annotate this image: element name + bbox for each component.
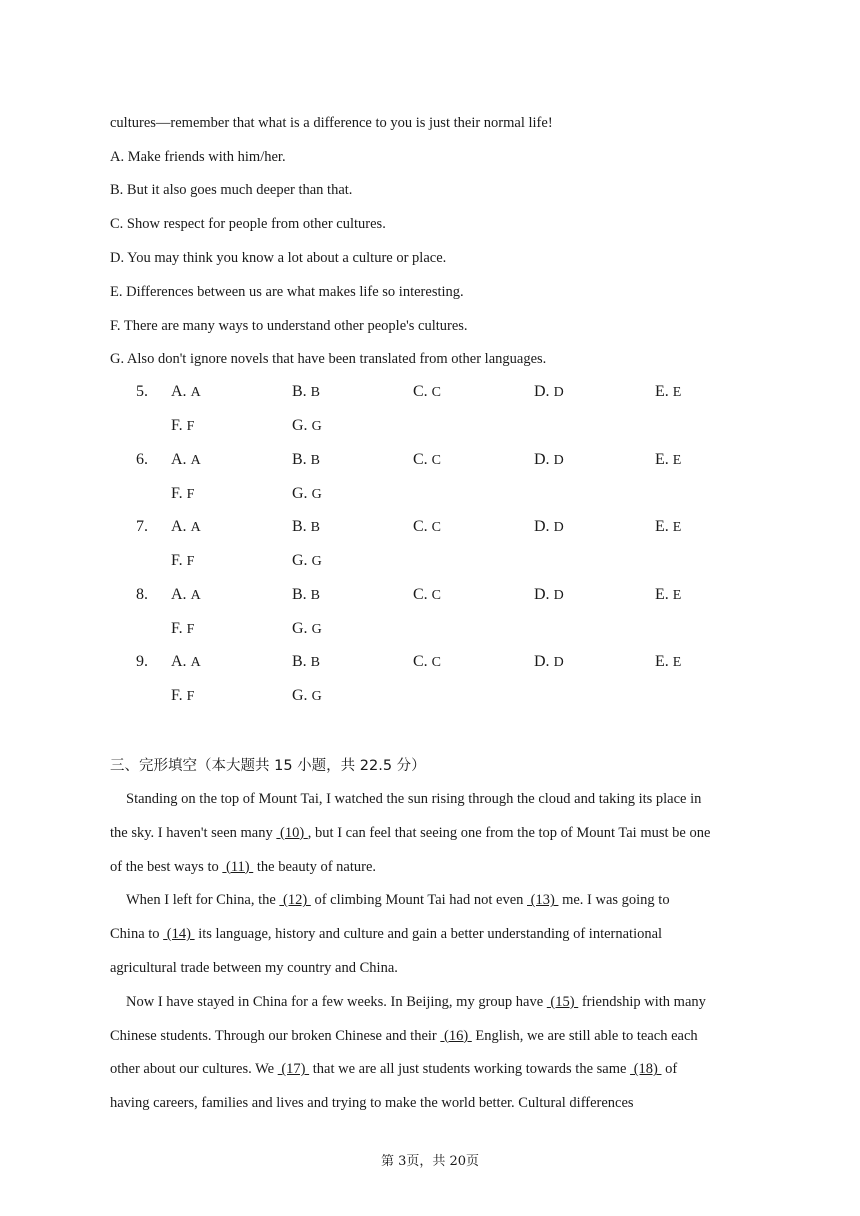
option-line: A. Make friends with him/her.	[110, 149, 286, 165]
answer-option[interactable]: A. A	[171, 383, 201, 400]
cloze-blank[interactable]: (10)	[276, 824, 308, 841]
passage-line: of the best ways to (11) the beauty of nature.	[110, 858, 377, 875]
question-row	[0, 451, 860, 471]
passage-line: China to (14) its language, history and culture and gain a better understanding of international	[110, 926, 663, 943]
answer-option[interactable]: B. B	[292, 585, 321, 603]
question-row	[0, 552, 860, 572]
passage-line: the sky. I haven't seen many (10) , but I can feel that seeing one from the top of Mount Tai must be one	[110, 824, 711, 841]
question-row	[0, 620, 860, 640]
question-row	[0, 383, 860, 403]
answer-option[interactable]: D. D	[534, 653, 564, 670]
answer-option[interactable]: A. A	[171, 518, 201, 535]
answer-option[interactable]: D. D	[534, 450, 564, 468]
answer-option[interactable]: F. F	[171, 417, 195, 434]
text-line: cultures—remember that what is a difference to you is just their normal life!	[110, 115, 553, 131]
question-number: 5.	[136, 383, 148, 400]
cloze-blank[interactable]: (16)	[440, 1027, 472, 1044]
cloze-blank[interactable]: (14)	[163, 926, 195, 943]
question-row	[0, 687, 860, 707]
cloze-blank[interactable]: (13)	[527, 892, 559, 909]
question-row	[0, 586, 860, 606]
question-number: 6.	[136, 450, 148, 468]
answer-option[interactable]: F. F	[171, 619, 195, 637]
option-line: B. But it also goes much deeper than that.	[110, 182, 353, 198]
passage-line: agricultural trade between my country and China.	[110, 960, 398, 976]
cloze-blank[interactable]: (12)	[279, 892, 311, 909]
answer-option[interactable]: B. B	[292, 653, 321, 670]
page-footer: 第 3页，共 20页	[380, 1154, 480, 1169]
answer-option[interactable]: F. F	[171, 484, 195, 502]
passage-line: Standing on the top of Mount Tai, I watched the sun rising through the cloud and taking its place in	[126, 791, 702, 807]
question-number: 9.	[136, 653, 148, 670]
passage-line: When I left for China, the (12) of climbing Mount Tai had not even (13) me. I was going to	[126, 892, 670, 909]
answer-option[interactable]: B. B	[292, 383, 321, 400]
answer-option[interactable]: G. G	[292, 619, 322, 637]
answer-option[interactable]: E. E	[655, 450, 682, 468]
question-row	[0, 417, 860, 437]
question-number: 7.	[136, 518, 148, 535]
answer-option[interactable]: E. E	[655, 585, 682, 603]
option-line: C. Show respect for people from other cultures.	[110, 216, 386, 232]
cloze-blank[interactable]: (15)	[546, 993, 579, 1010]
answer-option[interactable]: G. G	[292, 484, 322, 502]
answer-option[interactable]: E. E	[655, 653, 682, 670]
question-row	[0, 653, 860, 673]
answer-option[interactable]: C. C	[413, 585, 442, 603]
answer-option[interactable]: G. G	[292, 417, 322, 434]
answer-option[interactable]: C. C	[413, 653, 442, 670]
cloze-blank[interactable]: (11)	[222, 858, 254, 875]
option-line: G. Also don't ignore novels that have been translated from other languages.	[110, 351, 547, 367]
passage-line: Chinese students. Through our broken Chinese and their (16) English, we are still able to teach each	[110, 1027, 698, 1044]
answer-option[interactable]: C. C	[413, 450, 442, 468]
option-line: D. You may think you know a lot about a culture or place.	[110, 250, 447, 266]
cloze-blank[interactable]: (17)	[277, 1061, 310, 1078]
answer-option[interactable]: D. D	[534, 383, 564, 400]
answer-option[interactable]: G. G	[292, 687, 322, 704]
answer-option[interactable]: A. A	[171, 585, 201, 603]
section-title: 三、完形填空（本大题共 15 小题，共 22.5 分）	[110, 758, 426, 774]
cloze-blank[interactable]: (18)	[630, 1061, 662, 1078]
answer-option[interactable]: A. A	[171, 450, 201, 468]
question-number: 8.	[136, 585, 148, 603]
answer-option[interactable]: F. F	[171, 687, 195, 704]
answer-option[interactable]: D. D	[534, 585, 564, 603]
answer-option[interactable]: G. G	[292, 552, 322, 569]
passage-line: having careers, families and lives and trying to make the world better. Cultural differences	[110, 1095, 634, 1112]
passage-line: other about our cultures. We (17) that we are all just students working towards the same (18) of	[110, 1061, 678, 1078]
question-row	[0, 485, 860, 505]
question-row	[0, 518, 860, 538]
answer-option[interactable]: E. E	[655, 383, 682, 400]
option-line: F. There are many ways to understand other people's cultures.	[110, 318, 468, 334]
answer-option[interactable]: B. B	[292, 518, 321, 535]
answer-option[interactable]: E. E	[655, 518, 682, 535]
answer-option[interactable]: B. B	[292, 450, 321, 468]
answer-option[interactable]: D. D	[534, 518, 564, 535]
option-line: E. Differences between us are what makes life so interesting.	[110, 284, 464, 300]
answer-option[interactable]: C. C	[413, 383, 442, 400]
answer-option[interactable]: F. F	[171, 552, 195, 569]
answer-option[interactable]: C. C	[413, 518, 442, 535]
answer-option[interactable]: A. A	[171, 653, 201, 670]
passage-line: Now I have stayed in China for a few weeks. In Beijing, my group have (15) friendship with many	[126, 993, 706, 1010]
